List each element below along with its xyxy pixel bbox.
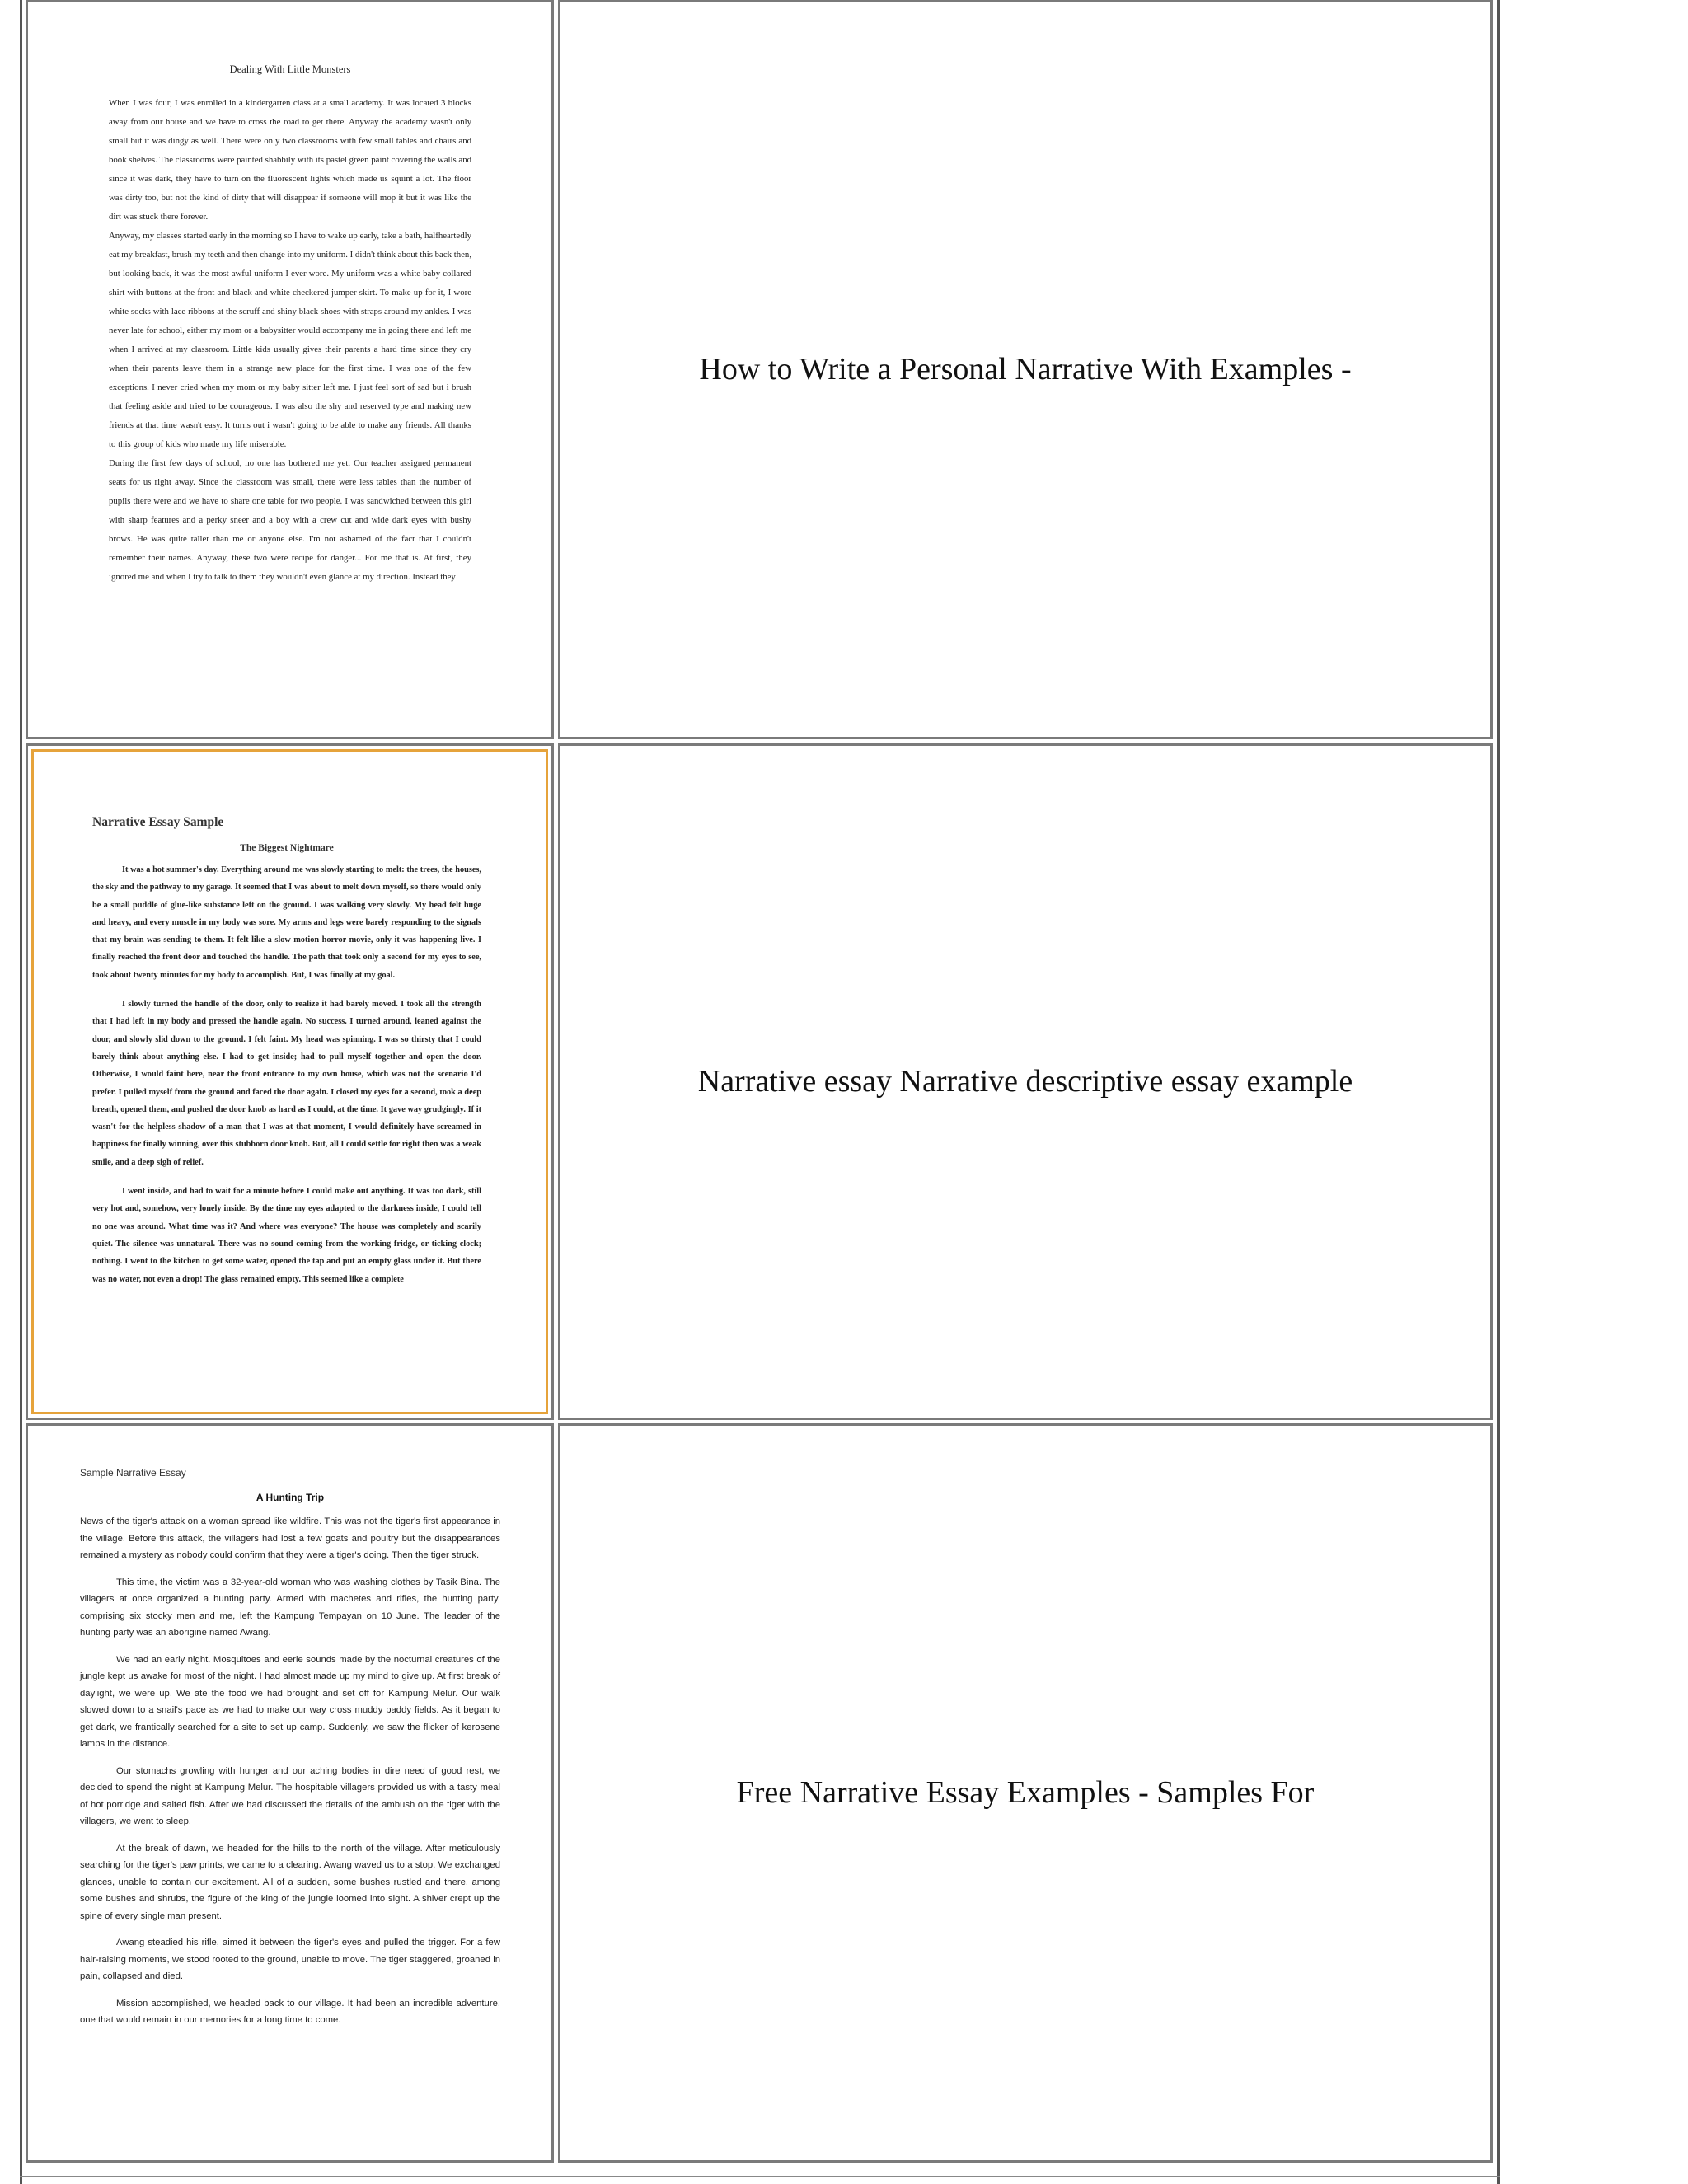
essay-3-paragraph-4: Our stomachs growling with hunger and our aching bodies in dire need of good rest, we decided to spend the night at Kampung Melur. The hospitable villagers provided us with a tasty meal of hot porridge and salted fish. After we had discussed the details of the ambush on the tiger with the villagers, we went to sleep. [80, 1765, 500, 1826]
row-2-caption-cell [558, 743, 1493, 1420]
row-3-image-cell [26, 1423, 554, 2163]
page-frame-bottom [20, 2176, 1500, 2177]
essay-3-paragraph-3: We had an early night. Mosquitoes and eerie sounds made by the nocturnal creatures of the jungle kept us awake for most of the night. I had almost made up my mind to give up. At first break of daylight, we were up. We ate the food we had brought and set off for Kampung Melur. Our walk slowed down to a snail's pace as we had to make our way cross muddy paddy fields. As it began to get dark, we frantically searched for a site to set up camp. Suddenly, we saw the flicker of kerosene lamps in the distance. [80, 1654, 500, 1749]
essay-1-paragraph-2: Anyway, my classes started early in the morning so I have to wake up early, take a bath, halfheartedly eat my breakfast, brush my teeth and then change into my uniform. I didn't think about this back then, but looking back, it was the most awful uniform I ever wore. My uniform was a white baby collared shirt with buttons at the front and black and white checkered jumper skirt. To make up for it, I wore white socks with lace ribbons at the scruff and shiny black shoes with straps around my ankles. I was never late for school, either my mom or a babysitter would accompany me in going there and left me when I arrived at my classroom. Little kids usually gives their parents a hard time since they cry when their parents leave them in a strange new place for the first time. I was one of the few exceptions. I never cried when my mom or my baby sitter left me. I just feel sort of sad but i brush that feeling aside and tried to be courageous. I was also the shy and reserved type and making new friends at that time wasn't easy. It turns out i wasn't going to be able to make any friends. All thanks to this group of kids who made my life miserable. [109, 231, 472, 449]
essay-1-paragraph-3: During the first few days of school, no one has bothered me yet. Our teacher assigned permanent seats for us right away. Since the classroom was small, there were less tables than the number of pupils there were and we have to share one table for two people. I was sandwiched between this girl with sharp features and a perky sneer and a boy with a crew cut and wide dark eyes with bushy brows. He was quite taller than me or anyone else. I'm not ashamed of the fact that I couldn't remember their names. Anyway, these two were recipe for danger... For me that is. At first, they ignored me and when I try to talk to them they wouldn't even glance at my direction. Instead they [109, 458, 471, 582]
row-3-caption-cell [558, 1423, 1493, 2163]
essay-3-paragraph-5: At the break of dawn, we headed for the hills to the north of the village. After meticulously searching for the tiger's paw prints, we came to a clearing. Awang waved us to a stop. We exchanged glances, unable to contain our excitement. All of a sudden, some bushes rustled and there, among some bushes and shrubs, the figure of the king of the jungle loomed into sight. A shiver crept up the spine of every single man present. [80, 1843, 500, 1921]
page-frame-right [1497, 0, 1500, 2184]
essay-page-image-3[interactable] [28, 1426, 551, 2160]
essay-1-paragraph-1: When I was four, I was enrolled in a kindergarten class at a small academy. It was located 3 blocks away from our house and we have to cross the road to get there. Anyway the academy wasn't only small but it was dingy as well. There were only two classrooms with few small tables and chairs and book shelves. The classrooms were painted shabbily with its pastel green paint covering the walls and since it was dark, they have to turn on the fluorescent lights which made us squint a lot. The floor was dirty too, but not the kind of dirty that will disappear if someone will mop it but it was like the dirt was stuck there forever. [109, 98, 471, 222]
row-2-image-cell [26, 743, 554, 1420]
essay-2-paragraph-2: I slowly turned the handle of the door, only to realize it had barely moved. I took all the strength that I had left in my body and pressed the handle again. No success. I turned around, leaned against the door, and slowly slid down to the ground. I felt faint. My head was spinning. I was so thirsty that I could barely think about anything else. I had to get inside; had to pull myself together and open the door. Otherwise, I would faint here, near the front entrance to my own house, which was not the scenario I'd prefer. I pulled myself from the ground and faced the door again. I closed my eyes for a second, took a deep breath, opened them, and pushed the door knob as hard as I could, at the time. It gave way grudgingly. If it wasn't for the helpless shadow of a man that I was at that moment, I would definitely have screamed in happiness for finally winning, over this stubborn door knob. But, all I could settle for right then was a weak smile, and a deep sigh of relief. [92, 1000, 481, 1167]
essay-1-content [109, 63, 471, 587]
essay-1-title: Dealing With Little Monsters [229, 63, 351, 75]
essay-2-content [92, 815, 481, 1300]
essay-2-heading: Narrative Essay Sample [92, 815, 224, 829]
page-frame-left [20, 0, 22, 2184]
essay-3-title: A Hunting Trip [256, 1492, 325, 1503]
row-3-caption: Free Narrative Essay Examples - Samples For [736, 1774, 1315, 1810]
essay-3-paragraph-6: Awang steadied his rifle, aimed it between the tiger's eyes and pulled the trigger. For a few hair-raising moments, we stood rooted to the ground, unable to move. The tiger staggered, groaned in pain, collapsed and died. [80, 1938, 500, 1981]
essay-3-paragraph-1: News of the tiger's attack on a woman spread like wildfire. This was not the tiger's first appearance in the village. Before this attack, the villagers had lost a few goats and poultry but the disappearances remained a mystery as nobody could confirm that they were a tiger's doing. Then the tiger struck. [80, 1516, 500, 1560]
row-1-image-cell [26, 0, 554, 739]
essay-2-paragraph-1: It was a hot summer's day. Everything around me was slowly starting to melt: the trees, the houses, the sky and the pathway to my garage. It seemed that I was about to melt down myself, so there would only be a small puddle of glue-like substance left on the ground. I was walking very slowly. My head felt huge and heavy, and every muscle in my body was sore. My arms and legs were barely responding to the signals that my brain was sending to them. It felt like a slow-motion horror movie, only it was happening live. I finally reached the front door and touched the handle. The path that took only a second for my eyes to see, took about twenty minutes for my body to accomplish. But, I was finally at my goal. [92, 865, 481, 980]
essay-page-image-2[interactable] [28, 746, 551, 1418]
essay-3-paragraph-7: Mission accomplished, we headed back to our village. It had been an incredible adventure, one that would remain in our memories for a long time to come. [80, 1998, 500, 2025]
row-1-caption: How to Write a Personal Narrative With Examples - [699, 351, 1352, 387]
row-1-caption-cell [558, 0, 1493, 739]
essay-3-paragraph-2: This time, the victim was a 32-year-old woman who was washing clothes by Tasik Bina. The villagers at once organized a hunting party. Armed with machetes and rifles, the hunting party, comprising six stocky men and me, left the Kampung Tempayan on 10 June. The leader of the hunting party was an aborigine named Awang. [80, 1577, 500, 1638]
essay-2-paragraph-3: I went inside, and had to wait for a minute before I could make out anything. It was too dark, still very hot and, somehow, very lonely inside. By the time my eyes adapted to the darkness inside, I could tell no one was around. What time was it? And where was everyone? The house was completely and scarily quiet. The silence was unnatural. There was no sound coming from the working fridge, or ticking clock; nothing. I went to the kitchen to get some water, opened the tap and put an empty glass under it. But there was no water, not even a drop! The glass remained empty. This seemed like a complete [92, 1187, 481, 1284]
essay-page-image-1[interactable] [28, 2, 551, 737]
row-2-caption: Narrative essay Narrative descriptive essay example [697, 1063, 1353, 1099]
essay-3-content [80, 1467, 500, 2039]
essay-2-title: The Biggest Nightmare [240, 843, 334, 853]
essay-3-heading: Sample Narrative Essay [80, 1467, 186, 1479]
